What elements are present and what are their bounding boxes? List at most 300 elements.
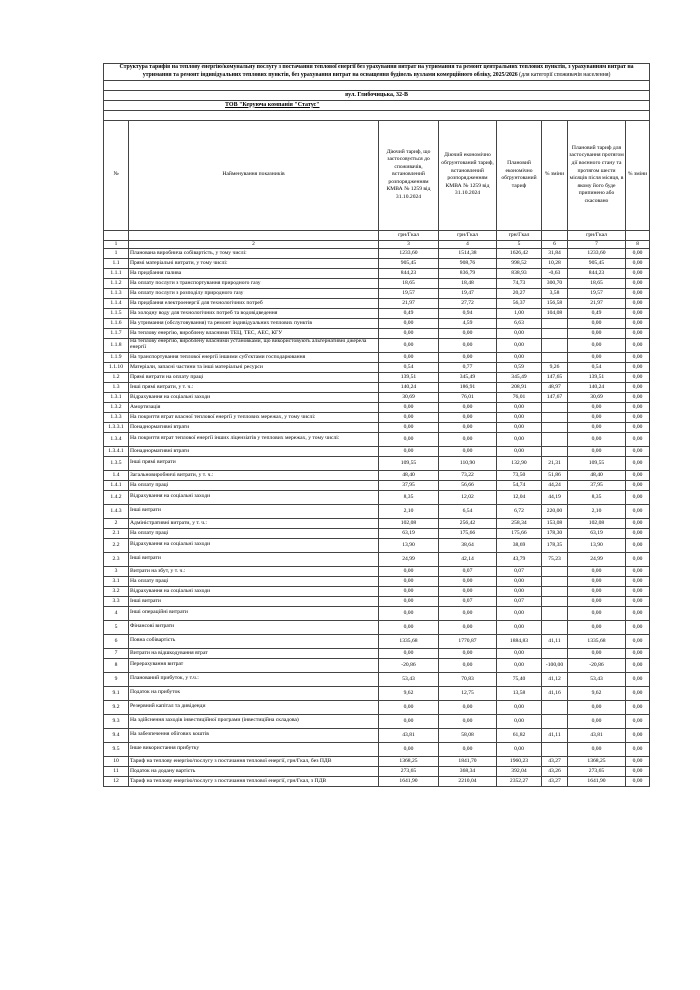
unit-c4: грн/Гкал [439, 230, 497, 240]
row-value-c7: 0,00 [568, 620, 626, 634]
row-name: Прямі матеріальні витрати, у тому числі: [129, 258, 379, 268]
row-value-c4: 12,02 [439, 490, 497, 504]
row-name: Відрахування на соціальні заходи [129, 586, 379, 596]
row-name: Витрати на відшкодування втрат [129, 648, 379, 658]
row-value-c3: 1368,25 [379, 756, 439, 766]
row-value-c7: 0,00 [568, 432, 626, 446]
row-value-c3: 0,00 [379, 412, 439, 422]
row-value-c7: 1368,25 [568, 756, 626, 766]
row-number: 1.1.7 [104, 328, 129, 338]
row-value-c3: 0,00 [379, 586, 439, 596]
row-name: Планований прибуток, у т.ч.: [129, 672, 379, 686]
header-c4: Діючий економічно обґрунтований тариф, встановлений розпорядженням КМВА № 1259 від 31.10.2024 [439, 120, 497, 230]
row-value-c5: 38,69 [497, 538, 542, 552]
row-name: На придбання палива [129, 268, 379, 278]
table-row [104, 552, 650, 566]
row-value-c5: 998,52 [497, 258, 542, 268]
tariff-sheet [103, 63, 649, 787]
row-name: На теплову енергію, вироблену власними установками, що використовують альтернативні джерела енергії [129, 338, 379, 352]
row-value-c3: 0,00 [379, 648, 439, 658]
colnum: 7 [568, 240, 626, 248]
row-value-c8: 0,00 [626, 372, 650, 382]
colnum: 2 [129, 240, 379, 248]
row-value-c5: 61,82 [497, 728, 542, 742]
row-name: Перерахування витрат [129, 658, 379, 672]
row-value-c3: 140,24 [379, 382, 439, 392]
row-value-c5: 0,00 [497, 432, 542, 446]
row-value-c4: 27,72 [439, 298, 497, 308]
row-value-c8: 0,00 [626, 728, 650, 742]
row-number: 1.1.1 [104, 268, 129, 278]
row-value-c6: 147,65 [542, 372, 568, 382]
row-value-c5: 74,73 [497, 278, 542, 288]
row-name: Інші прямі витрати, у т. ч.: [129, 382, 379, 392]
row-value-c7: 30,69 [568, 392, 626, 402]
row-value-c7: 139,51 [568, 372, 626, 382]
table-row [104, 490, 650, 504]
row-value-c6 [542, 586, 568, 596]
row-value-c5: 6,72 [497, 504, 542, 518]
row-value-c8: 0,00 [626, 338, 650, 352]
row-value-c4: 0,07 [439, 566, 497, 576]
row-value-c5: 0,00 [497, 412, 542, 422]
row-value-c3: 53,43 [379, 672, 439, 686]
row-value-c4: 2210,04 [439, 776, 497, 786]
row-value-c6 [542, 328, 568, 338]
row-value-c8: 0,00 [626, 686, 650, 700]
row-number: 1.1.5 [104, 308, 129, 318]
row-number: 1.3 [104, 382, 129, 392]
table-row [104, 566, 650, 576]
row-number: 4 [104, 606, 129, 620]
row-value-c5: 54,74 [497, 480, 542, 490]
row-value-c8: 0,00 [626, 278, 650, 288]
row-value-c6: 44,24 [542, 480, 568, 490]
row-value-c4: 0,94 [439, 308, 497, 318]
row-value-c6: 75,23 [542, 552, 568, 566]
row-value-c7: -20,86 [568, 658, 626, 672]
row-value-c6: 178,30 [542, 528, 568, 538]
row-value-c3: 43,81 [379, 728, 439, 742]
row-value-c8: 0,00 [626, 392, 650, 402]
header-row [104, 120, 650, 230]
row-value-c8: 0,00 [626, 714, 650, 728]
row-value-c8: 0,00 [626, 268, 650, 278]
row-value-c4: 6,54 [439, 504, 497, 518]
document-title: Структура тарифів на теплову енергію/комунальну послугу з постачання теплової енергії без урахування витрат на утримання та ремонт центральних теплових пунктів, з урахуванням витрат на утримання та ремонт індивідуальних теплових пунктів, без урахування витрат на оснащення будівель вузлами комерційного обліку, 2025/2026 (для категорії споживачів населення) [104, 64, 650, 81]
row-value-c4: 0,00 [439, 328, 497, 338]
row-value-c5: 0,07 [497, 596, 542, 606]
row-value-c6: 44,19 [542, 490, 568, 504]
row-value-c7: 0,00 [568, 586, 626, 596]
row-name: На холодну воду для технологічних потреб та водовідведення [129, 308, 379, 318]
row-name: На транспортування теплової енергії іншими суб'єктами господарювання [129, 352, 379, 362]
row-value-c3: 0,00 [379, 714, 439, 728]
row-value-c5: 0,00 [497, 742, 542, 756]
row-value-c8: 0,00 [626, 382, 650, 392]
row-value-c6: 51,86 [542, 470, 568, 480]
table-row [104, 470, 650, 480]
row-value-c3: 0,00 [379, 606, 439, 620]
row-value-c8: 0,00 [626, 776, 650, 786]
row-name: Витрати на збут, у т. ч.: [129, 566, 379, 576]
row-name: Інші операційні витрати [129, 606, 379, 620]
row-name: Відрахування на соціальні заходи [129, 538, 379, 552]
row-value-c8: 0,00 [626, 422, 650, 432]
row-value-c4: 0,00 [439, 700, 497, 714]
row-value-c7: 0,54 [568, 362, 626, 372]
row-value-c5: 73,50 [497, 470, 542, 480]
row-value-c5: 838,93 [497, 268, 542, 278]
row-name: Податок на додану вартість [129, 766, 379, 776]
row-name: Адміністративні витрати, у т. ч.: [129, 518, 379, 528]
row-value-c5: 175,66 [497, 528, 542, 538]
row-value-c8: 0,00 [626, 504, 650, 518]
row-value-c3: 21,97 [379, 298, 439, 308]
row-value-c7: 0,00 [568, 648, 626, 658]
table-row [104, 658, 650, 672]
row-value-c4: 0,00 [439, 714, 497, 728]
column-numbers-row [104, 240, 650, 248]
row-value-c8: 0,00 [626, 620, 650, 634]
row-value-c8: 0,00 [626, 606, 650, 620]
row-number: 1.3.4.1 [104, 446, 129, 456]
row-value-c4: 0,07 [439, 596, 497, 606]
row-value-c6 [542, 422, 568, 432]
row-value-c7: 0,00 [568, 742, 626, 756]
row-value-c6 [542, 566, 568, 576]
table-row [104, 258, 650, 268]
row-number: 1.4.2 [104, 490, 129, 504]
row-value-c8: 0,00 [626, 538, 650, 552]
row-value-c5: 0,00 [497, 620, 542, 634]
row-value-c3: 1641,90 [379, 776, 439, 786]
row-name: На утримання (обслуговування) та ремонт індивідуальних теплових пунктів [129, 318, 379, 328]
table-row [104, 352, 650, 362]
row-number: 1.4.3 [104, 504, 129, 518]
header-c7: Плановий тариф для застосування протягом дії воєнного стану та протягом шести місяців після місяця, в якому його буде припинено або скасовано [568, 120, 626, 230]
row-number: 1.1.9 [104, 352, 129, 362]
row-value-c5: 75,40 [497, 672, 542, 686]
row-value-c8: 0,00 [626, 658, 650, 672]
row-value-c6: 43,27 [542, 756, 568, 766]
row-value-c8: 0,00 [626, 402, 650, 412]
table-row [104, 308, 650, 318]
row-value-c8: 0,00 [626, 742, 650, 756]
row-value-c4: 70,83 [439, 672, 497, 686]
row-value-c7: 0,00 [568, 606, 626, 620]
row-number: 11 [104, 766, 129, 776]
row-value-c5: 0,00 [497, 338, 542, 352]
row-value-c7: 0,00 [568, 338, 626, 352]
table-row [104, 288, 650, 298]
row-value-c5: 392,04 [497, 766, 542, 776]
row-value-c7: 48,40 [568, 470, 626, 480]
row-value-c5: 1884,83 [497, 634, 542, 648]
table-row [104, 700, 650, 714]
row-value-c3: 905,45 [379, 258, 439, 268]
row-name: Тариф на теплову енергію/послугу з постачання теплової енергії, грн/Гкал, з ПДВ [129, 776, 379, 786]
row-value-c3: 0,00 [379, 566, 439, 576]
row-name: Інші прямі витрати [129, 456, 379, 470]
row-value-c4: 0,00 [439, 648, 497, 658]
row-value-c5: 56,37 [497, 298, 542, 308]
unit-c5: грн/Гкал [497, 230, 542, 240]
row-value-c7: 0,00 [568, 422, 626, 432]
row-value-c5: 43,79 [497, 552, 542, 566]
table-row [104, 634, 650, 648]
table-row [104, 766, 650, 776]
table-row [104, 382, 650, 392]
row-value-c5: 258,34 [497, 518, 542, 528]
row-number: 7 [104, 648, 129, 658]
row-name: Резервний капітал та дивіденди [129, 700, 379, 714]
row-value-c7: 0,49 [568, 308, 626, 318]
row-name: Амортизація [129, 402, 379, 412]
row-value-c6 [542, 412, 568, 422]
row-value-c8: 0,00 [626, 672, 650, 686]
row-value-c7: 273,65 [568, 766, 626, 776]
row-value-c5: 0,00 [497, 700, 542, 714]
row-value-c3: 19,57 [379, 288, 439, 298]
row-value-c5: 0,00 [497, 714, 542, 728]
row-number: 1 [104, 248, 129, 258]
row-value-c6: 10,28 [542, 258, 568, 268]
header-c6: % зміни [542, 120, 568, 230]
row-value-c3: 0,00 [379, 700, 439, 714]
title-row [104, 64, 650, 81]
header-c8: % зміни [626, 120, 650, 230]
units-row [104, 230, 650, 240]
row-value-c4: 1770,87 [439, 634, 497, 648]
colnum: 1 [104, 240, 129, 248]
row-value-c5: 0,00 [497, 576, 542, 586]
row-name: На покриття втрат власної теплової енергії у теплових мережах, у тому числі: [129, 412, 379, 422]
row-number: 1.1.8 [104, 338, 129, 352]
row-value-c8: 0,00 [626, 308, 650, 318]
table-row [104, 392, 650, 402]
row-value-c8: 0,00 [626, 298, 650, 308]
row-name: На покриття втрат теплової енергії інших ліцензіатів у теплових мережах, у тому числі: [129, 432, 379, 446]
row-value-c7: 140,24 [568, 382, 626, 392]
row-name: На оплату послуги з транспортування природного газу [129, 278, 379, 288]
row-value-c4: 0,00 [439, 742, 497, 756]
row-value-c5: 0,00 [497, 648, 542, 658]
row-value-c3: 30,69 [379, 392, 439, 402]
row-value-c6: 9,26 [542, 362, 568, 372]
row-value-c5: 0,00 [497, 586, 542, 596]
row-number: 9 [104, 672, 129, 686]
row-number: 9.4 [104, 728, 129, 742]
row-number: 2.1 [104, 528, 129, 538]
row-value-c3: 0,49 [379, 308, 439, 318]
row-number: 3.3 [104, 596, 129, 606]
row-number: 1.3.5 [104, 456, 129, 470]
row-value-c7: 1233,60 [568, 248, 626, 258]
unit-c3: грн/Гкал [379, 230, 439, 240]
row-value-c7: 102,08 [568, 518, 626, 528]
row-value-c7: 8,35 [568, 490, 626, 504]
row-value-c7: 0,00 [568, 566, 626, 576]
row-value-c7: 18,65 [568, 278, 626, 288]
colnum: 6 [542, 240, 568, 248]
table-row [104, 620, 650, 634]
table-row [104, 278, 650, 288]
row-value-c3: 0,54 [379, 362, 439, 372]
table-row [104, 446, 650, 456]
row-number: 1.3.3.1 [104, 422, 129, 432]
row-value-c4: 0,00 [439, 606, 497, 620]
row-value-c6: 48,97 [542, 382, 568, 392]
row-value-c3: 9,62 [379, 686, 439, 700]
row-value-c6: -100,00 [542, 658, 568, 672]
row-value-c7: 43,81 [568, 728, 626, 742]
row-value-c7: 1641,90 [568, 776, 626, 786]
row-value-c4: 42,14 [439, 552, 497, 566]
row-value-c3: 0,00 [379, 576, 439, 586]
table-row [104, 538, 650, 552]
row-value-c8: 0,00 [626, 766, 650, 776]
row-value-c7: 13,90 [568, 538, 626, 552]
row-value-c6 [542, 402, 568, 412]
table-row [104, 776, 650, 786]
row-name: Матеріали, запасні частини та інші матеріальні ресурси [129, 362, 379, 372]
row-value-c7: 37,95 [568, 480, 626, 490]
tariff-table [103, 63, 650, 787]
row-number: 1.1.4 [104, 298, 129, 308]
row-value-c8: 0,00 [626, 586, 650, 596]
table-row [104, 402, 650, 412]
row-name: Тариф на теплову енергію/послугу з постачання теплової енергії, грн/Гкал, без ПДВ [129, 756, 379, 766]
row-name: Фінансові витрати [129, 620, 379, 634]
row-name: На придбання електроенергії для технологічних потреб [129, 298, 379, 308]
address: вул. Глибочицька, 32-В [104, 90, 650, 100]
unit-c7: грн/Гкал [568, 230, 626, 240]
row-number: 3 [104, 566, 129, 576]
row-name: На оплату праці [129, 528, 379, 538]
row-name: На теплову енергію, вироблену власними ТЕЦ, ТЕС, АЕС, КГУ [129, 328, 379, 338]
row-value-c7: 0,00 [568, 700, 626, 714]
row-value-c6 [542, 606, 568, 620]
colnum: 8 [626, 240, 650, 248]
row-value-c4: 175,66 [439, 528, 497, 538]
table-row [104, 742, 650, 756]
row-number: 1.1.2 [104, 278, 129, 288]
row-value-c8: 0,00 [626, 412, 650, 422]
row-value-c5: 1,00 [497, 308, 542, 318]
row-value-c7: 9,62 [568, 686, 626, 700]
table-row [104, 586, 650, 596]
row-value-c5: 13,58 [497, 686, 542, 700]
row-value-c3: 13,90 [379, 538, 439, 552]
row-value-c6: 156,58 [542, 298, 568, 308]
row-value-c3: 48,40 [379, 470, 439, 480]
row-value-c6 [542, 648, 568, 658]
company-name: ТОВ "Керуюча компанія "Статус" [225, 101, 320, 108]
row-value-c5: 0,00 [497, 658, 542, 672]
row-value-c7: 21,97 [568, 298, 626, 308]
row-number: 1.4 [104, 470, 129, 480]
row-value-c4: 4,59 [439, 318, 497, 328]
row-name: Інше використання прибутку [129, 742, 379, 756]
row-name: Податок на прибуток [129, 686, 379, 700]
row-value-c8: 0,00 [626, 490, 650, 504]
row-value-c7: 53,43 [568, 672, 626, 686]
row-value-c3: 0,00 [379, 318, 439, 328]
row-value-c4: 56,66 [439, 480, 497, 490]
row-value-c4: 76,01 [439, 392, 497, 402]
row-name: Інші витрати [129, 504, 379, 518]
row-value-c4: 58,08 [439, 728, 497, 742]
row-name: Прямі витрати на оплату праці [129, 372, 379, 382]
row-value-c6 [542, 576, 568, 586]
row-number: 1.3.4 [104, 432, 129, 446]
row-value-c3: 2,10 [379, 504, 439, 518]
row-value-c4: 0,00 [439, 338, 497, 352]
row-value-c6: 41,12 [542, 672, 568, 686]
table-row [104, 672, 650, 686]
row-value-c8: 0,00 [626, 470, 650, 480]
row-value-c7: 0,00 [568, 714, 626, 728]
row-value-c5: 0,00 [497, 402, 542, 412]
row-value-c4: 0,00 [439, 432, 497, 446]
table-row [104, 268, 650, 278]
row-name: На здійснення заходів інвестиційної програми (інвестиційна складова) [129, 714, 379, 728]
row-value-c4: 0,00 [439, 658, 497, 672]
row-value-c6 [542, 742, 568, 756]
row-value-c7: 109,55 [568, 456, 626, 470]
table-row [104, 518, 650, 528]
row-value-c5: 0,59 [497, 362, 542, 372]
row-value-c8: 0,00 [626, 528, 650, 538]
row-value-c6: 21,31 [542, 456, 568, 470]
row-value-c4: 12,75 [439, 686, 497, 700]
table-row [104, 422, 650, 432]
row-value-c3: 1335,68 [379, 634, 439, 648]
row-value-c8: 0,00 [626, 258, 650, 268]
row-value-c8: 0,00 [626, 328, 650, 338]
row-value-c8: 0,00 [626, 596, 650, 606]
row-value-c6: 41,11 [542, 634, 568, 648]
row-value-c5: 0,00 [497, 606, 542, 620]
table-row [104, 756, 650, 766]
row-number: 1.3.2 [104, 402, 129, 412]
row-value-c3: 37,95 [379, 480, 439, 490]
row-value-c3: 0,00 [379, 328, 439, 338]
row-value-c6: 41,16 [542, 686, 568, 700]
row-number: 1.1.3 [104, 288, 129, 298]
row-name: На оплату праці [129, 576, 379, 586]
row-value-c7: 844,23 [568, 268, 626, 278]
table-row [104, 576, 650, 586]
table-row [104, 338, 650, 352]
row-value-c6 [542, 714, 568, 728]
row-value-c6: 147,67 [542, 392, 568, 402]
header-no: № [104, 120, 129, 230]
row-value-c6 [542, 338, 568, 352]
row-value-c6: 104,08 [542, 308, 568, 318]
table-row [104, 372, 650, 382]
row-number: 9.5 [104, 742, 129, 756]
row-value-c4: 18,48 [439, 278, 497, 288]
row-number: 8 [104, 658, 129, 672]
row-value-c6: 31,84 [542, 248, 568, 258]
row-value-c5: 12,04 [497, 490, 542, 504]
row-number: 1.2 [104, 372, 129, 382]
row-value-c6: 178,35 [542, 538, 568, 552]
table-row [104, 728, 650, 742]
row-value-c6: 43,26 [542, 766, 568, 776]
